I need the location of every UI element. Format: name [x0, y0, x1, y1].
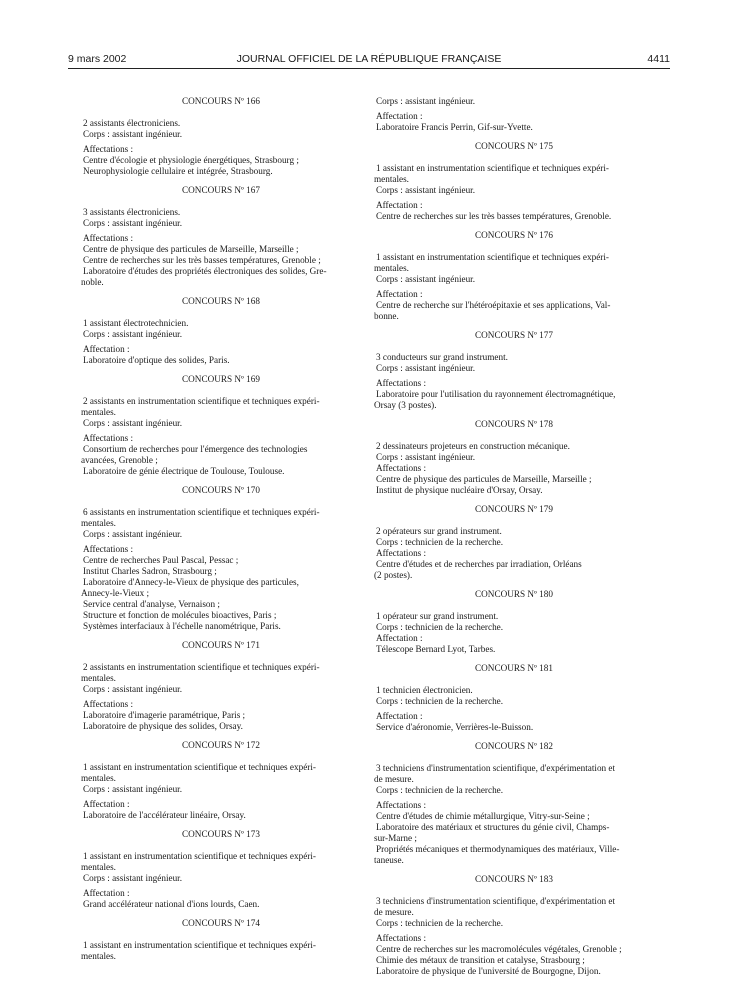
- text-line: 2 opérateurs sur grand instrument.: [376, 526, 502, 536]
- text-line: Centre d'écologie et physiologie énergétiques, Strasbourg ;: [83, 155, 299, 165]
- issue-date: 9 mars 2002: [68, 53, 127, 65]
- text-line: 1 assistant en instrumentation scientifique et techniques expéri-: [83, 762, 316, 772]
- text-line: Corps : assistant ingénieur.: [376, 185, 476, 195]
- text-line: Consortium de recherches pour l'émergence des technologies: [83, 444, 308, 454]
- text-line: 3 techniciens d'instrumentation scientifique, d'expérimentation et: [376, 763, 616, 773]
- text-line: Laboratoire Francis Perrin, Gif-sur-Yvette.: [376, 122, 533, 132]
- text-line: Affectations :: [376, 378, 427, 388]
- text-line: Corps : assistant ingénieur.: [83, 129, 183, 139]
- text-line: noble.: [81, 277, 104, 287]
- text-line: de mesure.: [374, 907, 414, 917]
- text-line: Affectation :: [376, 633, 423, 643]
- text-line: Affectations :: [83, 544, 134, 554]
- text-line: Corps : technicien de la recherche.: [376, 537, 504, 547]
- text-line: 1 assistant électrotechnicien.: [83, 318, 189, 328]
- text-line: Affectation :: [376, 711, 423, 721]
- text-line: mentales.: [81, 773, 116, 783]
- text-line: 6 assistants en instrumentation scientifique et techniques expéri-: [83, 507, 320, 517]
- text-line: Affectation :: [83, 799, 130, 809]
- concours-heading: CONCOURS Nº 168: [182, 296, 260, 306]
- text-line: Centre de recherches Paul Pascal, Pessac ;: [83, 555, 239, 565]
- concours-block: [374, 663, 654, 733]
- concours-block: [374, 504, 654, 581]
- text-line: Laboratoire d'études des propriétés électroniques des solides, Gre-: [83, 266, 327, 276]
- text-line: Institut de physique nucléaire d'Orsay, Orsay.: [376, 485, 543, 495]
- concours-heading: CONCOURS Nº 182: [475, 741, 553, 751]
- concours-block: [81, 185, 361, 288]
- text-line: 3 techniciens d'instrumentation scientifique, d'expérimentation et: [376, 896, 616, 906]
- text-line: Centre de recherches sur les très basses températures, Grenoble.: [376, 211, 612, 221]
- concours-block: [374, 874, 654, 977]
- text-line: 2 dessinateurs projeteurs en construction mécanique.: [376, 441, 570, 451]
- text-line: Grand accélérateur national d'ions lourds, Caen.: [83, 899, 260, 909]
- text-line: Corps : assistant ingénieur.: [83, 873, 183, 883]
- text-line: 3 conducteurs sur grand instrument.: [376, 352, 508, 362]
- text-line: Corps : assistant ingénieur.: [376, 96, 476, 106]
- header-rule: [68, 68, 670, 69]
- text-line: Systèmes interfaciaux à l'échelle nanométrique, Paris.: [83, 621, 281, 631]
- text-line: Corps : technicien de la recherche.: [376, 785, 504, 795]
- concours-block: [374, 419, 654, 496]
- text-line: Centre de physique des particules de Marseille, Marseille ;: [376, 474, 592, 484]
- text-line: 1 assistant en instrumentation scientifique et techniques expéri-: [83, 851, 316, 861]
- text-line: Laboratoire pour l'utilisation du rayonnement électromagnétique,: [376, 389, 616, 399]
- text-line: Corps : assistant ingénieur.: [83, 418, 183, 428]
- right-column: [374, 96, 654, 977]
- concours-block: [81, 740, 361, 821]
- text-line: 2 assistants électroniciens.: [83, 118, 181, 128]
- text-line: Affectations :: [376, 933, 427, 943]
- text-line: Annecy-le-Vieux ;: [81, 588, 150, 598]
- text-line: Corps : technicien de la recherche.: [376, 696, 504, 706]
- text-line: mentales.: [374, 263, 409, 273]
- text-line: Affectation :: [83, 344, 130, 354]
- text-line: Corps : technicien de la recherche.: [376, 918, 504, 928]
- concours-heading: CONCOURS Nº 177: [475, 330, 553, 340]
- concours-block: [81, 374, 361, 477]
- text-line: Laboratoire de l'accélérateur linéaire, Orsay.: [83, 810, 246, 820]
- text-line: Structure et fonction de molécules bioactives, Paris ;: [83, 610, 277, 620]
- concours-block: [374, 141, 654, 222]
- text-line: Laboratoire de génie électrique de Toulouse, Toulouse.: [83, 466, 285, 476]
- concours-heading: CONCOURS Nº 169: [182, 374, 260, 384]
- text-line: mentales.: [81, 518, 116, 528]
- concours-heading: CONCOURS Nº 172: [182, 740, 260, 750]
- text-line: Centre d'études et de recherches par irradiation, Orléans: [376, 559, 582, 569]
- concours-heading: CONCOURS Nº 173: [182, 829, 260, 839]
- text-line: Affectations :: [83, 433, 134, 443]
- text-line: Affectation :: [376, 111, 423, 121]
- concours-heading: CONCOURS Nº 167: [182, 185, 260, 195]
- text-line: Corps : assistant ingénieur.: [83, 684, 183, 694]
- concours-block: [81, 829, 361, 910]
- text-line: Affectations :: [376, 548, 427, 558]
- concours-block: [374, 741, 654, 866]
- text-line: avancées, Grenoble ;: [81, 455, 158, 465]
- concours-block: [374, 330, 654, 411]
- text-line: 1 assistant en instrumentation scientifique et techniques expéri-: [376, 163, 609, 173]
- text-line: 1 assistant en instrumentation scientifique et techniques expéri-: [376, 252, 609, 262]
- text-line: Laboratoire de physique de l'université de Bourgogne, Dijon.: [376, 966, 601, 976]
- text-line: Corps : assistant ingénieur.: [83, 218, 183, 228]
- text-line: Centre de physique des particules de Marseille, Marseille ;: [83, 244, 299, 254]
- text-line: Télescope Bernard Lyot, Tarbes.: [376, 644, 496, 654]
- text-line: Affectation :: [83, 888, 130, 898]
- text-line: bonne.: [374, 311, 399, 321]
- text-line: 1 assistant en instrumentation scientifique et techniques expéri-: [83, 940, 316, 950]
- text-line: Propriétés mécaniques et thermodynamiques des matériaux, Ville-: [376, 844, 620, 854]
- concours-heading: CONCOURS Nº 180: [475, 589, 553, 599]
- text-line: Institut Charles Sadron, Strasbourg ;: [83, 566, 217, 576]
- concours-block: [81, 485, 361, 632]
- text-line: 1 technicien électronicien.: [376, 685, 473, 695]
- text-line: Affectation :: [376, 200, 423, 210]
- text-line: Laboratoire des matériaux et structures du génie civil, Champs-: [376, 822, 610, 832]
- text-line: mentales.: [81, 673, 116, 683]
- text-line: Laboratoire d'imagerie paramétrique, Paris ;: [83, 710, 246, 720]
- text-line: Laboratoire d'Annecy-le-Vieux de physique des particules,: [83, 577, 299, 587]
- text-line: Corps : assistant ingénieur.: [376, 274, 476, 284]
- text-line: de mesure.: [374, 774, 414, 784]
- text-line: Laboratoire de physique des solides, Orsay.: [83, 721, 243, 731]
- text-line: Corps : assistant ingénieur.: [376, 452, 476, 462]
- text-line: sur-Marne ;: [374, 833, 417, 843]
- text-line: Affectations :: [83, 144, 134, 154]
- text-line: Centre de recherches sur les macromolécules végétales, Grenoble ;: [376, 944, 622, 954]
- concours-block: [374, 96, 654, 133]
- concours-heading: CONCOURS Nº 175: [475, 141, 553, 151]
- text-line: (2 postes).: [374, 570, 413, 580]
- concours-heading: CONCOURS Nº 181: [475, 663, 553, 673]
- concours-heading: CONCOURS Nº 174: [182, 918, 260, 928]
- text-line: Centre de recherche sur l'hétéroépitaxie et ses applications, Val-: [376, 300, 611, 310]
- text-line: Corps : assistant ingénieur.: [376, 363, 476, 373]
- text-line: 2 assistants en instrumentation scientifique et techniques expéri-: [83, 662, 320, 672]
- concours-block: [374, 230, 654, 322]
- concours-heading: CONCOURS Nº 176: [475, 230, 553, 240]
- text-line: Affectations :: [83, 699, 134, 709]
- text-line: mentales.: [81, 862, 116, 872]
- text-line: mentales.: [81, 951, 116, 961]
- concours-block: [374, 589, 654, 655]
- concours-block: [81, 640, 361, 732]
- text-line: taneuse.: [374, 855, 404, 865]
- text-line: Corps : assistant ingénieur.: [83, 529, 183, 539]
- text-line: Centre de recherches sur les très basses températures, Grenoble ;: [83, 255, 321, 265]
- text-line: mentales.: [374, 174, 409, 184]
- text-line: 3 assistants électroniciens.: [83, 207, 181, 217]
- text-line: Affectation :: [376, 289, 423, 299]
- text-line: Corps : technicien de la recherche.: [376, 622, 504, 632]
- concours-heading: CONCOURS Nº 166: [182, 96, 260, 106]
- concours-heading: CONCOURS Nº 178: [475, 419, 553, 429]
- text-line: Laboratoire d'optique des solides, Paris.: [83, 355, 230, 365]
- text-line: Affectations :: [376, 800, 427, 810]
- concours-heading: CONCOURS Nº 183: [475, 874, 553, 884]
- concours-block: [81, 918, 361, 962]
- text-line: Neurophysiologie cellulaire et intégrée, Strasbourg.: [83, 166, 273, 176]
- concours-block: [81, 296, 361, 366]
- text-line: Affectations :: [376, 463, 427, 473]
- concours-block: [81, 96, 361, 177]
- text-line: Chimie des métaux de transition et catalyse, Strasbourg ;: [376, 955, 585, 965]
- concours-heading: CONCOURS Nº 170: [182, 485, 260, 495]
- text-line: mentales.: [81, 407, 116, 417]
- concours-heading: CONCOURS Nº 179: [475, 504, 553, 514]
- text-line: Corps : assistant ingénieur.: [83, 784, 183, 794]
- text-line: Service central d'analyse, Vernaison ;: [83, 599, 220, 609]
- page-number: 4411: [647, 53, 670, 65]
- text-line: Service d'aéronomie, Verrières-le-Buisson.: [376, 722, 534, 732]
- concours-heading: CONCOURS Nº 171: [182, 640, 260, 650]
- text-line: 2 assistants en instrumentation scientifique et techniques expéri-: [83, 396, 320, 406]
- left-column: [81, 96, 361, 962]
- text-line: Affectations :: [83, 233, 134, 243]
- text-line: 1 opérateur sur grand instrument.: [376, 611, 499, 621]
- page-header: [68, 53, 670, 67]
- text-line: Centre d'études de chimie métallurgique, Vitry-sur-Seine ;: [376, 811, 590, 821]
- text-line: Orsay (3 postes).: [374, 400, 437, 410]
- journal-title: JOURNAL OFFICIEL DE LA RÉPUBLIQUE FRANÇAISE: [236, 53, 502, 65]
- text-line: Corps : assistant ingénieur.: [83, 329, 183, 339]
